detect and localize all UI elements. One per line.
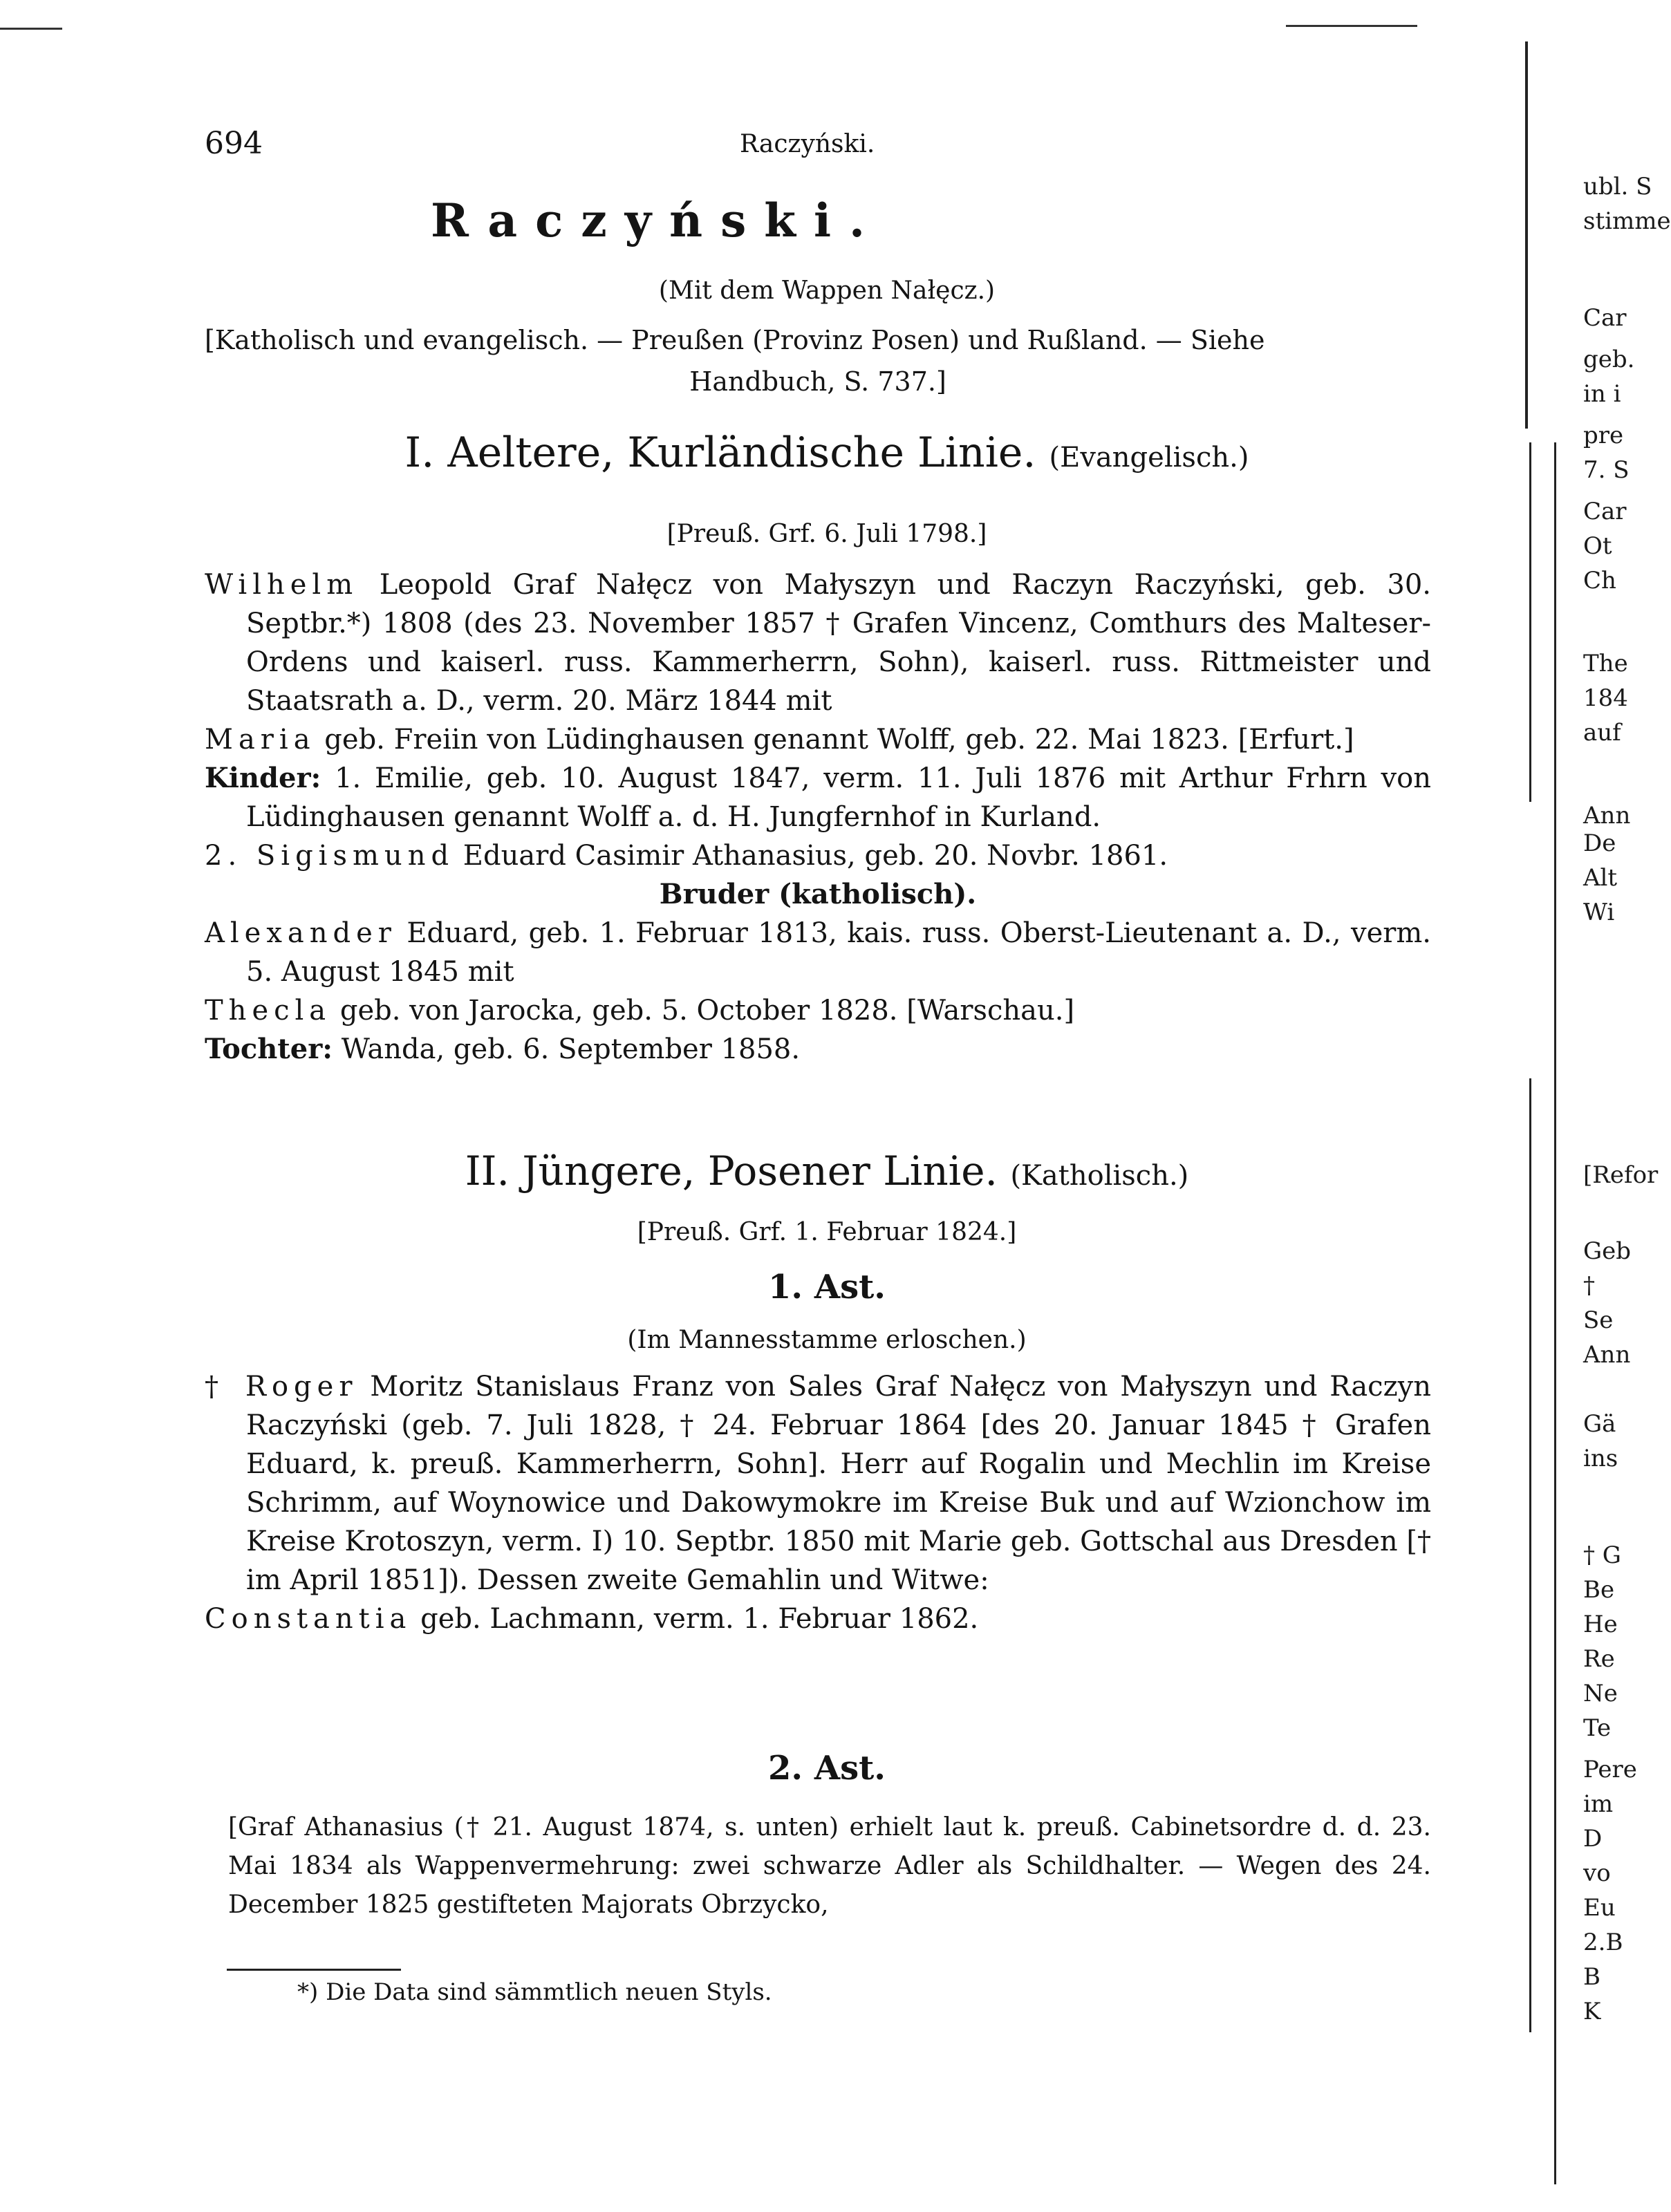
entry-name: Maria xyxy=(205,724,316,756)
margin-fragment: Alt xyxy=(1583,864,1618,892)
entry-text: Leopold Graf Nałęcz von Małyszyn und Raczyn Raczyński, geb. 30. Septbr.*) 1808 (des 23. November 1857 † Grafen Vincenz, Comthurs des Malteser-Ordens und kaiserl. russ. Kammerherrn, Sohn), kaiserl. russ. Rittmeister und Staatsrath a. D., verm. 20. März 1844 mit xyxy=(246,569,1431,717)
page-edge-line xyxy=(1529,442,1531,802)
entry-name: Alexander xyxy=(205,917,397,949)
margin-fragment: 2.B xyxy=(1583,1929,1623,1956)
bracket-note xyxy=(205,319,1431,402)
margin-fragment: stimme xyxy=(1583,207,1671,235)
margin-fragment: geb. xyxy=(1583,346,1635,373)
entry xyxy=(205,1367,1431,1600)
margin-fragment: Gä xyxy=(1583,1410,1616,1438)
margin-fragment: Ne xyxy=(1583,1680,1618,1707)
margin-fragment: ins xyxy=(1583,1445,1618,1472)
page-number: 694 xyxy=(205,126,263,161)
entry-text: Eduard, geb. 1. Februar 1813, kais. russ. Oberst-Lieutenant a. D., verm. 5. August 1845 mit xyxy=(246,917,1431,988)
page-title: Raczyński. xyxy=(430,194,884,247)
margin-fragment: Geb xyxy=(1583,1237,1632,1265)
entry-name: 2. Sigismund xyxy=(205,840,455,872)
entry xyxy=(205,1600,1431,1638)
page-edge-line xyxy=(1554,442,1556,2184)
margin-fragment: B xyxy=(1583,1963,1600,1991)
entry-name: Tochter: xyxy=(205,1033,333,1065)
section-confession: (Evangelisch.) xyxy=(1049,442,1249,474)
margin-fragment: He xyxy=(1583,1611,1618,1638)
margin-fragment: Ann xyxy=(1583,1341,1631,1369)
margin-fragment: in i xyxy=(1583,380,1621,408)
entry-text: geb. Lachmann, verm. 1. Februar 1862. xyxy=(411,1603,979,1635)
ast-2-text: [Graf Athanasius († 21. August 1874, s. unten) erhielt laut k. preuß. Cabinetsordre d. d. 23. Mai 1834 als Wappenvermehrung: zwei schwarze Adler als Schildhalter. — Wegen des 24. December 1825 gestifteten Majorats Obrzycko, xyxy=(228,1813,1431,1919)
margin-fragment: ubl. S xyxy=(1583,173,1652,200)
margin-fragment: † xyxy=(1583,1272,1595,1300)
bruder-label: Bruder (katholisch). xyxy=(659,878,977,910)
section-heading-text: II. Jüngere, Posener Linie. xyxy=(465,1147,998,1194)
entry-text: Moritz Stanislaus Franz von Sales Graf Nałęcz von Małyszyn und Raczyn Raczyński (geb. 7. Juli 1828, † 24. Februar 1864 [des 20. Januar 1845 † Grafen Eduard, k. preuß. Kammerherrn, Sohn]. Herr auf Rogalin und Mechlin im Kreise Schrimm, auf Woynowice und Dakowymokre im Kreise Buk und auf Wzionchow im Kreise Krotoszyn, verm. I) 10. Septbr. 1850 mit Marie geb. Gottschal aus Dresden [† im April 1851]). Dessen zweite Gemahlin und Witwe: xyxy=(246,1371,1432,1596)
section-date-1: [Preuß. Grf. 6. Juli 1798.] xyxy=(666,520,987,548)
margin-fragment: † G xyxy=(1583,1541,1621,1569)
running-head: Raczyński. xyxy=(740,130,875,158)
section-date-2: [Preuß. Grf. 1. Februar 1824.] xyxy=(637,1218,1017,1246)
entry xyxy=(205,759,1431,836)
footnote-rule xyxy=(227,1969,401,1971)
entry-text: Wanda, geb. 6. September 1858. xyxy=(333,1033,801,1065)
entry-name: Wilhelm xyxy=(205,569,359,601)
margin-fragment: Ot xyxy=(1583,532,1612,560)
margin-fragment: K xyxy=(1583,1998,1601,2025)
section-heading-1 xyxy=(205,429,1449,477)
margin-fragment: Car xyxy=(1583,304,1627,332)
margin-fragment: 184 xyxy=(1583,684,1628,712)
footnote: *) Die Data sind sämmtlich neuen Styls. xyxy=(297,1978,772,2006)
section-heading-2 xyxy=(205,1147,1449,1194)
page-edge-line xyxy=(1525,41,1528,429)
section-confession: (Katholisch.) xyxy=(1010,1160,1189,1192)
entry-text: 1. Emilie, geb. 10. August 1847, verm. 11. Juli 1876 mit Arthur Frhrn von Lüdinghausen genannt Wolff a. d. H. Jungfernhof in Kurland. xyxy=(246,762,1431,833)
margin-fragment: Be xyxy=(1583,1576,1615,1604)
entry-name: Constantia xyxy=(205,1603,412,1635)
margin-fragment: D xyxy=(1583,1825,1603,1853)
scan-mark xyxy=(0,28,62,30)
ast-1-heading: 1. Ast. xyxy=(768,1268,886,1306)
section-heading-text: I. Aeltere, Kurländische Linie. xyxy=(404,429,1036,477)
margin-fragment: im xyxy=(1583,1790,1614,1818)
entry-list-2 xyxy=(205,1367,1431,1638)
margin-fragment: auf xyxy=(1583,719,1621,747)
bracket-note-line2: Handbuch, S. 737.] xyxy=(689,366,946,397)
ast-1-note: (Im Mannesstamme erloschen.) xyxy=(627,1326,1027,1354)
margin-fragment: Pere xyxy=(1583,1756,1637,1783)
margin-fragment: De xyxy=(1583,830,1616,857)
margin-fragment: [Refor xyxy=(1583,1161,1659,1189)
margin-fragment: pre xyxy=(1583,422,1624,449)
margin-fragment: The xyxy=(1583,650,1628,677)
subtitle: (Mit dem Wappen Nałęcz.) xyxy=(658,276,996,305)
entry xyxy=(205,565,1431,720)
entry-name: Thecla xyxy=(205,995,332,1027)
margin-fragment: Wi xyxy=(1583,899,1615,926)
entry-name: Kinder: xyxy=(205,762,321,794)
scan-mark xyxy=(1286,25,1417,27)
entry-list-1 xyxy=(205,565,1431,1069)
margin-fragment: Ann xyxy=(1583,802,1631,830)
entry-text: geb. Freiin von Lüdinghausen genannt Wolff, geb. 22. Mai 1823. [Erfurt.] xyxy=(315,724,1354,756)
entry xyxy=(205,1030,1431,1069)
entry xyxy=(205,720,1431,759)
margin-fragment: Car xyxy=(1583,498,1627,525)
margin-fragment: Re xyxy=(1583,1645,1615,1673)
margin-fragment: 7. S xyxy=(1583,456,1630,484)
ast-2-heading: 2. Ast. xyxy=(768,1749,886,1788)
entry-text: geb. von Jarocka, geb. 5. October 1828. [Warschau.] xyxy=(331,995,1075,1027)
margin-fragment: Ch xyxy=(1583,567,1616,594)
entry-name: † Roger xyxy=(205,1371,358,1403)
entry-text: Eduard Casimir Athanasius, geb. 20. Novbr. 1861. xyxy=(454,840,1168,872)
margin-fragment: Se xyxy=(1583,1306,1614,1334)
margin-fragment: Te xyxy=(1583,1714,1612,1742)
entry xyxy=(205,991,1431,1030)
margin-fragment: vo xyxy=(1583,1859,1611,1887)
entry xyxy=(205,914,1431,991)
page-edge-line xyxy=(1529,1078,1531,2032)
margin-fragment: Eu xyxy=(1583,1894,1616,1922)
entry xyxy=(205,836,1431,875)
bracket-note-line1: [Katholisch und evangelisch. — Preußen (Provinz Posen) und Rußland. — Siehe xyxy=(205,325,1265,355)
